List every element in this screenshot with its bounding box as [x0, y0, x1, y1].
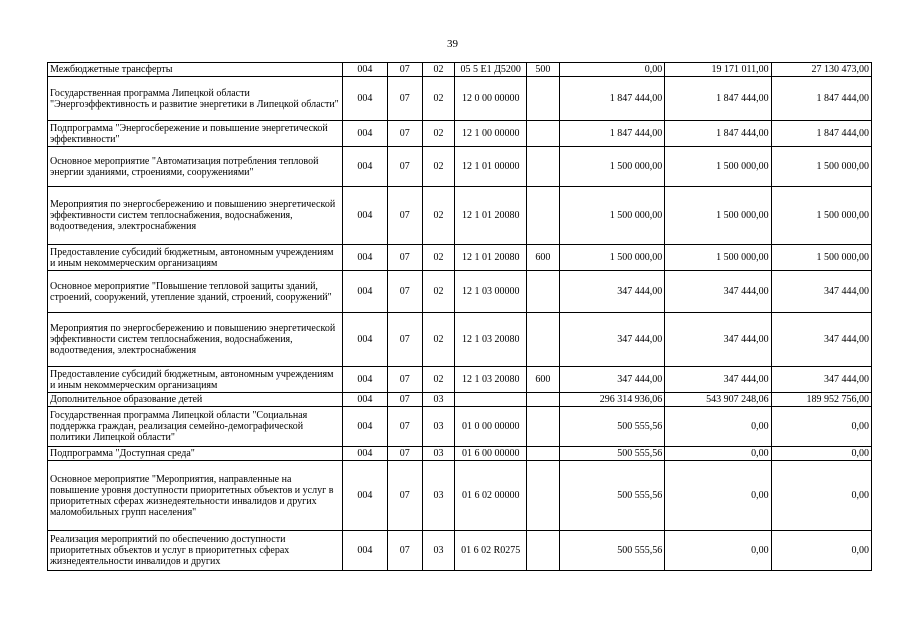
row-name: Основное мероприятие "Мероприятия, направленные на повышение уровня доступности приоритетных объектов и услуг в приоритетных сферах жизнедеятельности инвалидов и других маломобильных групп населения" — [48, 461, 343, 531]
row-name: Основное мероприятие "Автоматизация потребления тепловой энергии зданиями, строениями, сооружениями" — [48, 147, 343, 187]
target-article: 12 1 01 20080 — [455, 187, 527, 245]
section-code: 07 — [387, 63, 422, 77]
amount-3: 0,00 — [771, 461, 871, 531]
row-name: Реализация мероприятий по обеспечению доступности приоритетных объектов и услуг в приоритетных сферах жизнедеятельности инвалидов и других — [48, 531, 343, 571]
row-name: Подпрограмма "Энергосбережение и повышение энергетической эффективности" — [48, 121, 343, 147]
expense-type — [527, 393, 560, 407]
amount-1: 1 847 444,00 — [559, 121, 664, 147]
ministry-code: 004 — [342, 407, 387, 447]
row-name: Подпрограмма "Доступная среда" — [48, 447, 343, 461]
amount-2: 1 500 000,00 — [665, 245, 771, 271]
amount-2: 543 907 248,06 — [665, 393, 771, 407]
amount-3: 347 444,00 — [771, 271, 871, 313]
expense-type — [527, 271, 560, 313]
ministry-code: 004 — [342, 531, 387, 571]
ministry-code: 004 — [342, 147, 387, 187]
table-row — [48, 147, 872, 187]
amount-1: 500 555,56 — [559, 407, 664, 447]
expense-type — [527, 461, 560, 531]
table-row — [48, 313, 872, 367]
section-code: 07 — [387, 313, 422, 367]
section-code: 07 — [387, 187, 422, 245]
expense-type — [527, 531, 560, 571]
row-name: Основное мероприятие "Повышение тепловой защиты зданий, строений, сооружений, утепление зданий, строений, сооружений" — [48, 271, 343, 313]
budget-table — [47, 62, 872, 571]
expense-type — [527, 447, 560, 461]
section-code: 07 — [387, 393, 422, 407]
amount-2: 1 500 000,00 — [665, 187, 771, 245]
amount-2: 0,00 — [665, 461, 771, 531]
subsection-code: 02 — [422, 367, 455, 393]
subsection-code: 02 — [422, 77, 455, 121]
amount-3: 0,00 — [771, 447, 871, 461]
amount-3: 347 444,00 — [771, 313, 871, 367]
expense-type: 500 — [527, 63, 560, 77]
section-code: 07 — [387, 245, 422, 271]
amount-2: 347 444,00 — [665, 313, 771, 367]
table-row — [48, 367, 872, 393]
amount-2: 1 847 444,00 — [665, 77, 771, 121]
ministry-code: 004 — [342, 77, 387, 121]
subsection-code: 03 — [422, 531, 455, 571]
amount-3: 1 500 000,00 — [771, 147, 871, 187]
ministry-code: 004 — [342, 447, 387, 461]
amount-2: 347 444,00 — [665, 271, 771, 313]
subsection-code: 02 — [422, 121, 455, 147]
table-row — [48, 77, 872, 121]
ministry-code: 004 — [342, 367, 387, 393]
amount-3: 189 952 756,00 — [771, 393, 871, 407]
amount-1: 347 444,00 — [559, 313, 664, 367]
amount-3: 0,00 — [771, 407, 871, 447]
section-code: 07 — [387, 531, 422, 571]
amount-2: 19 171 011,00 — [665, 63, 771, 77]
subsection-code: 03 — [422, 407, 455, 447]
target-article: 01 0 00 00000 — [455, 407, 527, 447]
subsection-code: 03 — [422, 393, 455, 407]
row-name: Мероприятия по энергосбережению и повышению энергетической эффективности систем теплоснабжения, водоснабжения, водоотведения, электроснабжения — [48, 313, 343, 367]
table-row — [48, 407, 872, 447]
amount-1: 347 444,00 — [559, 367, 664, 393]
amount-1: 500 555,56 — [559, 461, 664, 531]
ministry-code: 004 — [342, 187, 387, 245]
subsection-code: 03 — [422, 461, 455, 531]
table-row — [48, 393, 872, 407]
expense-type — [527, 77, 560, 121]
table-row — [48, 461, 872, 531]
expense-type — [527, 187, 560, 245]
amount-2: 0,00 — [665, 447, 771, 461]
amount-1: 500 555,56 — [559, 447, 664, 461]
target-article: 12 1 00 00000 — [455, 121, 527, 147]
table-row — [48, 531, 872, 571]
amount-1: 296 314 936,06 — [559, 393, 664, 407]
page-number: 39 — [447, 38, 458, 50]
amount-1: 1 500 000,00 — [559, 147, 664, 187]
target-article: 01 6 00 00000 — [455, 447, 527, 461]
ministry-code: 004 — [342, 461, 387, 531]
expense-type — [527, 313, 560, 367]
amount-3: 347 444,00 — [771, 367, 871, 393]
section-code: 07 — [387, 121, 422, 147]
amount-3: 1 847 444,00 — [771, 121, 871, 147]
section-code: 07 — [387, 77, 422, 121]
section-code: 07 — [387, 461, 422, 531]
table-row — [48, 121, 872, 147]
ministry-code: 004 — [342, 393, 387, 407]
amount-1: 1 500 000,00 — [559, 245, 664, 271]
subsection-code: 03 — [422, 447, 455, 461]
amount-3: 27 130 473,00 — [771, 63, 871, 77]
row-name: Государственная программа Липецкой области "Социальная поддержка граждан, реализация семейно-демографической политики Липецкой области" — [48, 407, 343, 447]
subsection-code: 02 — [422, 245, 455, 271]
ministry-code: 004 — [342, 271, 387, 313]
expense-type — [527, 121, 560, 147]
target-article: 12 1 03 00000 — [455, 271, 527, 313]
amount-2: 1 847 444,00 — [665, 121, 771, 147]
ministry-code: 004 — [342, 121, 387, 147]
amount-3: 1 500 000,00 — [771, 245, 871, 271]
row-name: Государственная программа Липецкой области "Энергоэффективность и развитие энергетики в Липецкой области" — [48, 77, 343, 121]
target-article: 12 1 01 00000 — [455, 147, 527, 187]
row-name: Дополнительное образование детей — [48, 393, 343, 407]
amount-1: 1 500 000,00 — [559, 187, 664, 245]
row-name: Предоставление субсидий бюджетным, автономным учреждениям и иным некоммерческим организациям — [48, 245, 343, 271]
target-article: 12 1 01 20080 — [455, 245, 527, 271]
section-code: 07 — [387, 271, 422, 313]
expense-type — [527, 147, 560, 187]
ministry-code: 004 — [342, 313, 387, 367]
amount-2: 347 444,00 — [665, 367, 771, 393]
amount-2: 0,00 — [665, 531, 771, 571]
amount-1: 500 555,56 — [559, 531, 664, 571]
amount-2: 1 500 000,00 — [665, 147, 771, 187]
row-name: Предоставление субсидий бюджетным, автономным учреждениям и иным некоммерческим организациям — [48, 367, 343, 393]
target-article: 01 6 02 00000 — [455, 461, 527, 531]
amount-2: 0,00 — [665, 407, 771, 447]
subsection-code: 02 — [422, 187, 455, 245]
target-article — [455, 393, 527, 407]
table-row — [48, 271, 872, 313]
ministry-code: 004 — [342, 63, 387, 77]
amount-3: 0,00 — [771, 531, 871, 571]
subsection-code: 02 — [422, 147, 455, 187]
section-code: 07 — [387, 367, 422, 393]
amount-3: 1 847 444,00 — [771, 77, 871, 121]
amount-1: 0,00 — [559, 63, 664, 77]
target-article: 12 1 03 20080 — [455, 313, 527, 367]
section-code: 07 — [387, 407, 422, 447]
expense-type: 600 — [527, 367, 560, 393]
ministry-code: 004 — [342, 245, 387, 271]
amount-1: 1 847 444,00 — [559, 77, 664, 121]
expense-type: 600 — [527, 245, 560, 271]
amount-1: 347 444,00 — [559, 271, 664, 313]
target-article: 01 6 02 R0275 — [455, 531, 527, 571]
table-row — [48, 63, 872, 77]
target-article: 12 0 00 00000 — [455, 77, 527, 121]
table-row — [48, 447, 872, 461]
table-row — [48, 245, 872, 271]
section-code: 07 — [387, 447, 422, 461]
subsection-code: 02 — [422, 313, 455, 367]
row-name: Мероприятия по энергосбережению и повышению энергетической эффективности систем теплоснабжения, водоснабжения, водоотведения, электроснабжения — [48, 187, 343, 245]
table-row — [48, 187, 872, 245]
row-name: Межбюджетные трансферты — [48, 63, 343, 77]
expense-type — [527, 407, 560, 447]
amount-3: 1 500 000,00 — [771, 187, 871, 245]
section-code: 07 — [387, 147, 422, 187]
target-article: 05 5 E1 Д5200 — [455, 63, 527, 77]
target-article: 12 1 03 20080 — [455, 367, 527, 393]
subsection-code: 02 — [422, 271, 455, 313]
subsection-code: 02 — [422, 63, 455, 77]
